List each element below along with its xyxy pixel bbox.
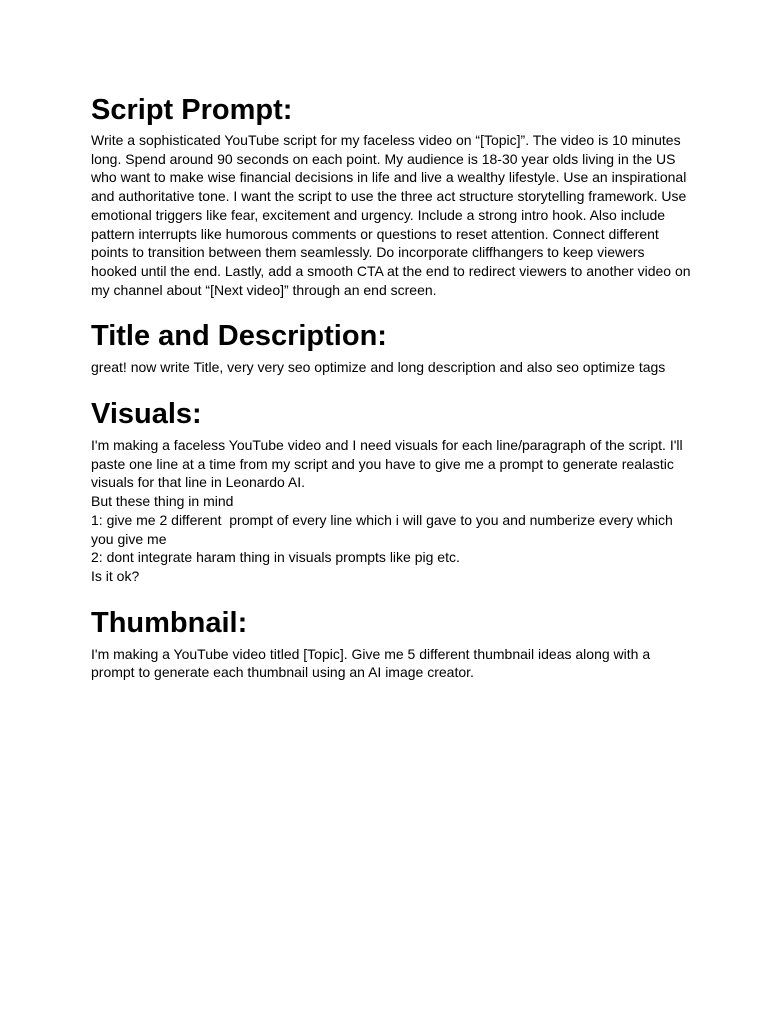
paragraph-line: I'm making a faceless YouTube video and I need visuals for each line/paragraph of the script. I'll paste one line at a time from my script and you have to give me a prompt to generate realastic visuals for that line in Leonardo AI.	[91, 437, 687, 491]
section-body	[91, 131, 695, 299]
section-heading: Visuals:	[91, 398, 202, 431]
section-thumbnail	[91, 605, 691, 682]
paragraph-line: great! now write Title, very very seo optimize and long description and also seo optimize tags	[91, 359, 666, 376]
section-body	[91, 358, 691, 377]
paragraph-line: Is it ok?	[91, 567, 140, 584]
paragraph-line: 1: give me 2 different prompt of every line which i will gave to you and numberize every which you give me	[91, 511, 677, 547]
section-body	[91, 436, 691, 586]
section-title-and-description	[91, 318, 691, 377]
paragraph-line: Write a sophisticated YouTube script for my faceless video on “[Topic]”. The video is 10 minutes long. Spend around 90 seconds on each point. My audience is 18-30 year olds living in the US who want to make wise financial decisions in life and live a wealthy lifestyle. Use an inspirational and authoritative tone. I want the script to use the three act structure storytelling framework. Use emotional triggers like fear, excitement and urgency. Include a strong intro hook. Also include pattern interrupts like humorous comments or questions to reset attention. Connect different points to transition between them seamlessly. Do incorporate cliffhangers to keep viewers hooked until the end. Lastly, add a smooth CTA at the end to redirect viewers to another video on my channel about “[Next video]” through an end screen.	[91, 132, 695, 298]
section-heading: Title and Description:	[91, 320, 387, 353]
paragraph-line: But these thing in mind	[91, 493, 234, 510]
section-heading: Thumbnail:	[91, 606, 248, 639]
section-heading: Script Prompt:	[91, 94, 293, 126]
paragraph-line: 2: dont integrate haram thing in visuals prompts like pig etc.	[91, 549, 460, 566]
section-script-prompt	[91, 92, 695, 299]
section-body	[91, 645, 691, 682]
document-content	[91, 92, 695, 682]
section-visuals	[91, 396, 691, 586]
paragraph-line: I'm making a YouTube video titled [Topic]. Give me 5 different thumbnail ideas along with a prompt to generate each thumbnail using an AI image creator.	[91, 645, 654, 681]
